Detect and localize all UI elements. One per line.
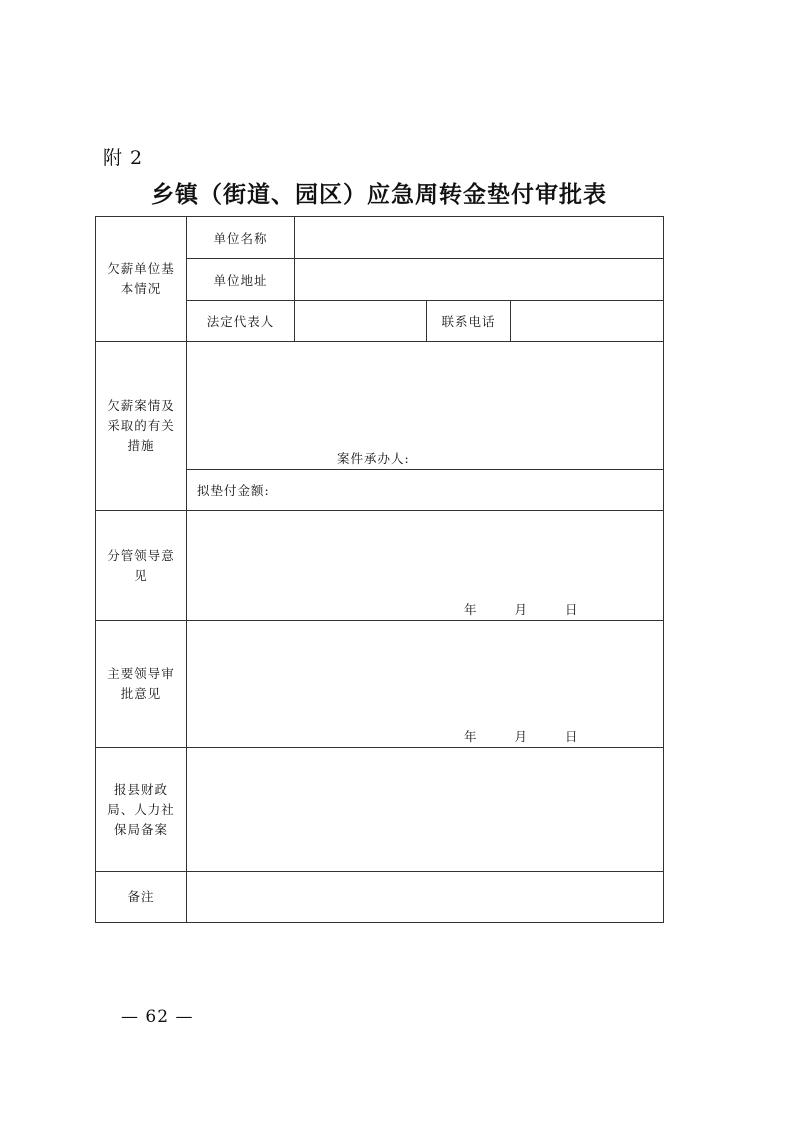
unit-address-field[interactable] — [295, 259, 664, 301]
date-day-label: 日 — [565, 602, 579, 617]
leader-opinion-date — [464, 600, 579, 618]
filing-field[interactable] — [187, 748, 664, 872]
remarks-label: 备注 — [96, 872, 187, 923]
filing-row — [96, 748, 664, 872]
legal-rep-field[interactable] — [295, 301, 427, 342]
date-month-label: 月 — [514, 602, 529, 617]
leader-opinion-row — [96, 511, 664, 621]
unit-info-label: 欠薪单位基本情况 — [96, 217, 187, 342]
date-day-label: 日 — [565, 729, 579, 744]
unit-name-label: 单位名称 — [187, 217, 295, 259]
unit-name-row — [96, 217, 664, 259]
remarks-row — [96, 872, 664, 923]
case-detail-field[interactable] — [187, 342, 664, 470]
leader-opinion-field[interactable] — [187, 511, 664, 621]
case-row — [96, 342, 664, 470]
date-year-label: 年 — [464, 602, 478, 617]
date-year-label: 年 — [464, 729, 478, 744]
unit-address-label: 单位地址 — [187, 259, 295, 301]
approval-form-table — [95, 216, 664, 923]
phone-label: 联系电话 — [427, 301, 511, 342]
remarks-field[interactable] — [187, 872, 664, 923]
unit-name-field[interactable] — [295, 217, 664, 259]
main-leader-date — [464, 727, 579, 745]
annex-label: 附 2 — [103, 147, 144, 169]
case-handler-label: 案件承办人: — [337, 451, 410, 466]
main-leader-label: 主要领导审批意见 — [96, 621, 187, 748]
date-month-label: 月 — [514, 729, 529, 744]
main-leader-row — [96, 621, 664, 748]
page-title: 乡镇（街道、园区）应急周转金垫付审批表 — [151, 182, 607, 208]
case-label: 欠薪案情及采取的有关措施 — [96, 342, 187, 511]
main-leader-field[interactable] — [187, 621, 664, 748]
filing-label: 报县财政局、人力社保局备案 — [96, 748, 187, 872]
phone-field[interactable] — [511, 301, 664, 342]
legal-rep-label: 法定代表人 — [187, 301, 295, 342]
advance-amount-label[interactable]: 拟垫付金额: — [187, 470, 664, 511]
page-number: — 62 — — [121, 1007, 194, 1027]
leader-opinion-label: 分管领导意见 — [96, 511, 187, 621]
